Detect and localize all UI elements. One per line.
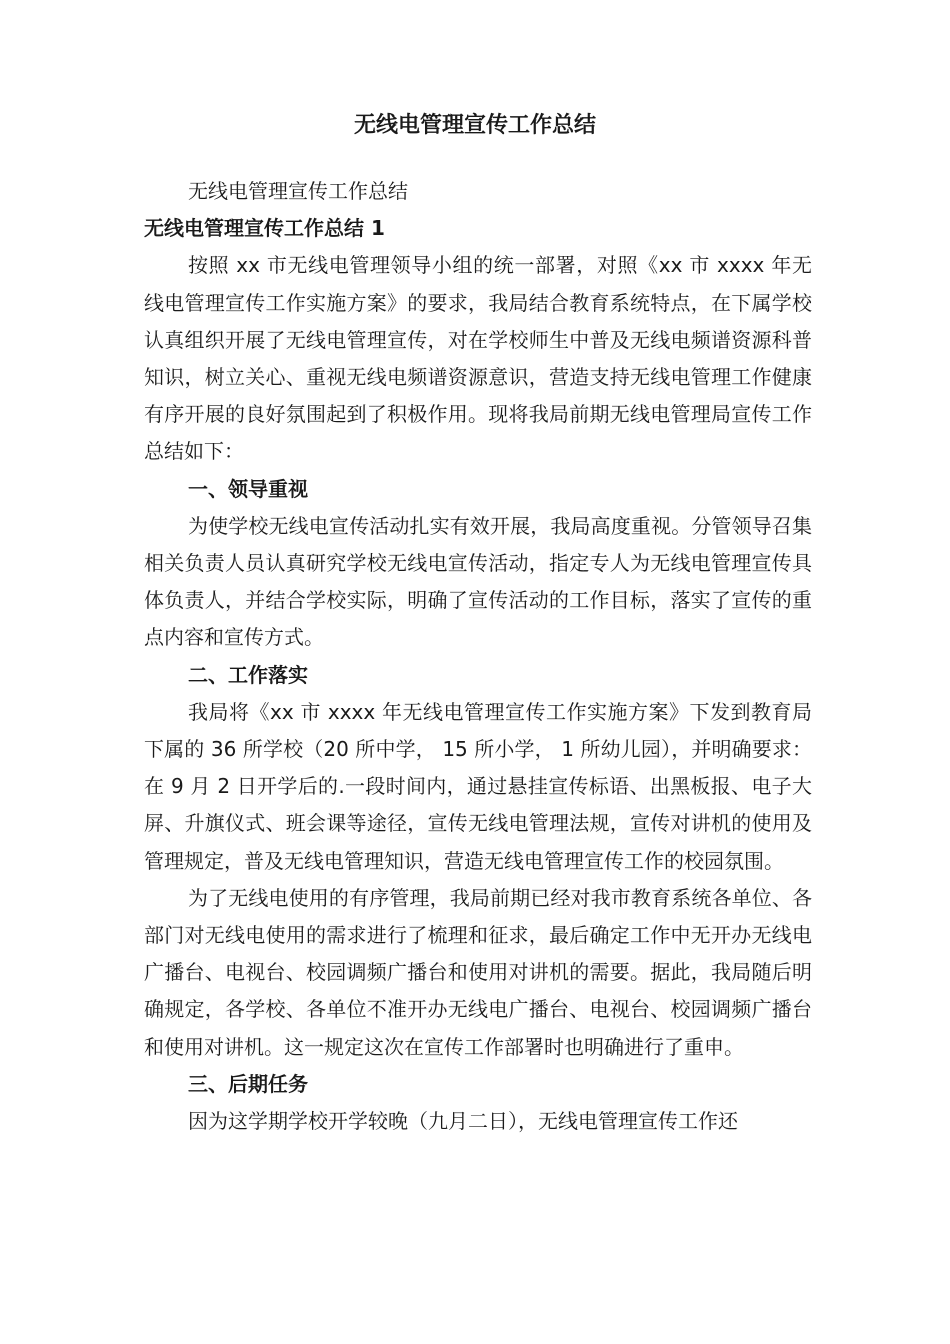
section-title: 无线电管理宣传工作总结 1	[144, 216, 385, 241]
heading-later-tasks: 三、后期任务	[188, 1071, 308, 1096]
paragraph-leadership: 为使学校无线电宣传活动扎实有效开展，我局高度重视。分管领导召集相关负责人员认真研究学校无线电宣传活动，指定专人为无线电管理宣传具体负责人，并结合学校实际，明确了宣传活动的工作目标，落实了宣传的重点内容和宣传方式。	[144, 513, 812, 650]
paragraph-implementation-a: 我局将《xx 市 xxxx 年无线电管理宣传工作实施方案》下发到教育局下属的 36 所学校（20 所中学， 15 所小学， 1 所幼儿园），并明确要求：在 9 月 2 日开学后的.一段时间内，通过悬挂宣传标语、出黑板报、电子大屏、升旗仪式、班会课等途径，宣传无线电管理法规，宣传对讲机的使用及管理规定，普及无线电管理知识，营造无线电管理宣传工作的校园氛围。	[144, 699, 812, 873]
document-subtitle: 无线电管理宣传工作总结	[188, 179, 408, 203]
heading-leadership: 一、领导重视	[188, 476, 308, 501]
document-title: 无线电管理宣传工作总结	[353, 113, 596, 138]
paragraph-later-tasks: 因为这学期学校开学较晚（九月二日），无线电管理宣传工作还	[188, 1109, 738, 1134]
intro-paragraph: 按照 xx 市无线电管理领导小组的统一部署，对照《xx 市 xxxx 年无线电管理宣传工作实施方案》的要求，我局结合教育系统特点，在下属学校认真组织开展了无线电管理宣传，对在学校师生中普及无线电频谱资源科普知识，树立关心、重视无线电频谱资源意识，营造支持无线电管理工作健康有序开展的良好氛围起到了积极作用。现将我局前期无线电管理局宣传工作总结如下：	[144, 253, 812, 464]
document-body	[144, 173, 812, 1140]
heading-implementation: 二、工作落实	[188, 662, 308, 687]
paragraph-implementation-b: 为了无线电使用的有序管理，我局前期已经对我市教育系统各单位、各部门对无线电使用的需求进行了梳理和征求，最后确定工作中无开办无线电广播台、电视台、校园调频广播台和使用对讲机的需要。据此，我局随后明确规定，各学校、各单位不准开办无线电广播台、电视台、校园调频广播台和使用对讲机。这一规定这次在宣传工作部署时也明确进行了重申。	[144, 885, 812, 1059]
